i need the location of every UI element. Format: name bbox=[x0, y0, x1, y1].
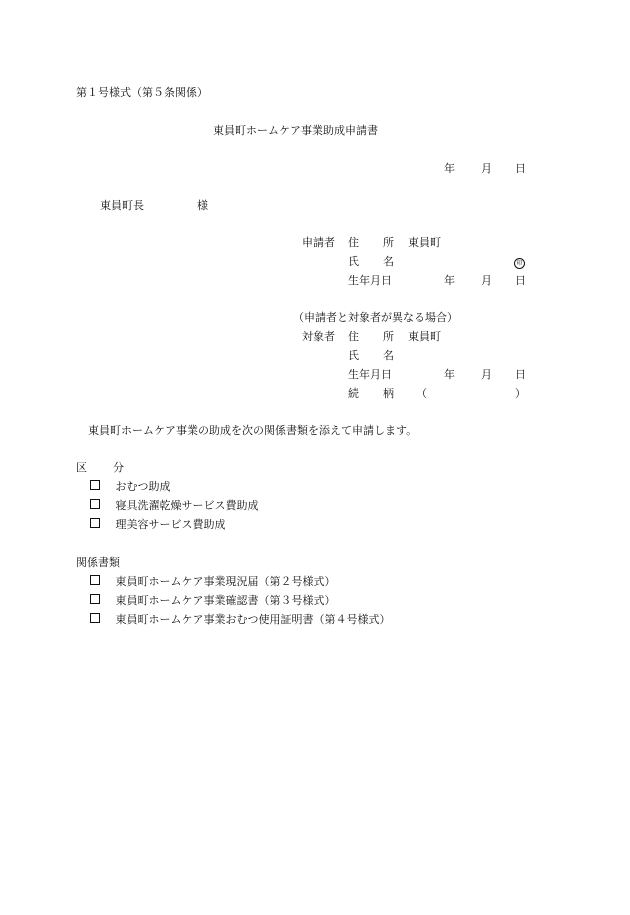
target-relation-paren-open: （ bbox=[416, 387, 427, 400]
target-name-label-2: 名 bbox=[383, 349, 394, 362]
applicant-address-label-2: 所 bbox=[383, 236, 394, 249]
target-birth-label: 生年月日 bbox=[348, 368, 392, 381]
document-label: 東員町ホームケア事業確認書（第３号様式） bbox=[115, 594, 336, 607]
seal-mark bbox=[514, 255, 525, 269]
option-label: 寝具洗濯乾燥サービス費助成 bbox=[115, 499, 259, 512]
target-birth-month: 月 bbox=[481, 368, 492, 381]
page-title: 東員町ホームケア事業助成申請書 bbox=[213, 124, 378, 137]
applicant-birth-day: 日 bbox=[515, 274, 526, 287]
option-label: 理美容サービス費助成 bbox=[115, 518, 226, 531]
target-note: （申請者と対象者が異なる場合） bbox=[293, 311, 458, 324]
target-relation-label-2: 柄 bbox=[383, 387, 394, 400]
date-day-label: 日 bbox=[515, 162, 526, 175]
addressee-name: 東員町長 bbox=[100, 199, 144, 212]
category-label-2: 分 bbox=[113, 461, 124, 474]
target-name-label-1: 氏 bbox=[348, 349, 359, 362]
checkbox-icon[interactable] bbox=[90, 499, 100, 509]
applicant-name-label-2: 名 bbox=[383, 255, 394, 268]
target-relation-paren-close: ） bbox=[515, 387, 526, 400]
target-heading: 対象者 bbox=[302, 330, 335, 343]
target-relation-label-1: 続 bbox=[348, 387, 359, 400]
document-label: 東員町ホームケア事業現況届（第２号様式） bbox=[115, 575, 336, 588]
checkbox-icon[interactable] bbox=[90, 480, 100, 490]
target-address-value: 東員町 bbox=[408, 330, 441, 343]
checkbox-icon[interactable] bbox=[90, 613, 100, 623]
applicant-name-label-1: 氏 bbox=[348, 255, 359, 268]
category-option-bedding[interactable] bbox=[90, 499, 259, 512]
target-birth-day: 日 bbox=[515, 368, 526, 381]
option-label: おむつ助成 bbox=[115, 480, 171, 493]
document-item-confirmation[interactable] bbox=[90, 594, 336, 607]
form-number: 第１号様式（第５条関係） bbox=[76, 86, 208, 99]
applicant-address-value: 東員町 bbox=[408, 236, 441, 249]
applicant-address-label-1: 住 bbox=[348, 236, 359, 249]
document-item-status-report[interactable] bbox=[90, 575, 336, 588]
documents-label: 関係書類 bbox=[76, 556, 120, 569]
checkbox-icon[interactable] bbox=[90, 594, 100, 604]
applicant-birth-label: 生年月日 bbox=[348, 274, 392, 287]
category-label-1: 区 bbox=[76, 461, 87, 474]
seal-icon: 印 bbox=[514, 258, 525, 269]
category-option-diaper[interactable] bbox=[90, 480, 171, 493]
applicant-heading: 申請者 bbox=[302, 236, 335, 249]
target-birth-year: 年 bbox=[444, 368, 455, 381]
addressee-honorific: 様 bbox=[197, 199, 208, 212]
checkbox-icon[interactable] bbox=[90, 518, 100, 528]
target-address-label-2: 所 bbox=[383, 330, 394, 343]
date-year-label: 年 bbox=[444, 162, 455, 175]
applicant-birth-year: 年 bbox=[444, 274, 455, 287]
applicant-birth-month: 月 bbox=[481, 274, 492, 287]
target-address-label-1: 住 bbox=[348, 330, 359, 343]
date-month-label: 月 bbox=[481, 162, 492, 175]
category-option-barber[interactable] bbox=[90, 518, 226, 531]
checkbox-icon[interactable] bbox=[90, 575, 100, 585]
document-label: 東員町ホームケア事業おむつ使用証明書（第４号様式） bbox=[115, 613, 391, 626]
application-statement: 東員町ホームケア事業の助成を次の関係書類を添えて申請します。 bbox=[88, 424, 418, 437]
document-item-diaper-certificate[interactable] bbox=[90, 613, 391, 626]
